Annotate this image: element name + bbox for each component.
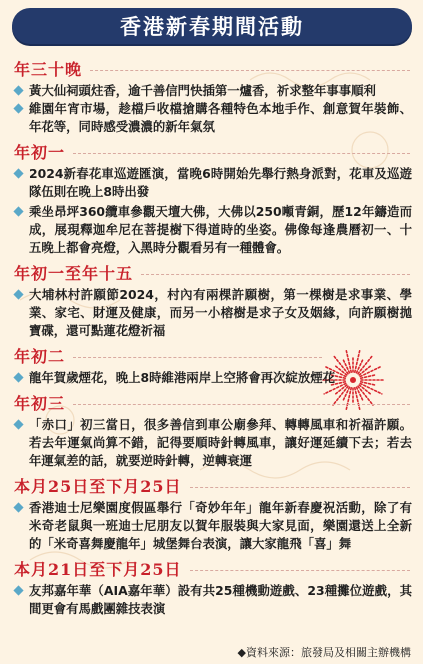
diamond-bullet-icon [13, 585, 23, 595]
section-carnival-period [14, 558, 412, 618]
section-day-one-to-fifteen [14, 262, 412, 340]
list-item: 大埔林村許願節2024，村內有兩棵許願樹，第一棵樹是求事業、學業、家宅、財運及健康，而另一小榕樹是求子女及姻緣，向許願樹拋寶碟，還可點蓮花燈祈福 [14, 286, 412, 340]
diamond-bullet-icon [13, 103, 23, 113]
diamond-bullet-icon [13, 206, 23, 216]
section-heading: 年初一至年十五 [14, 262, 412, 286]
section-disney-period [14, 475, 412, 553]
section-new-years-eve [14, 58, 412, 136]
diamond-bullet-icon [13, 502, 23, 512]
section-heading: 年三十晚 [14, 58, 412, 82]
diamond-bullet-icon [13, 372, 23, 382]
list-item: 「赤口」初三當日，很多善信到車公廟參拜、轉轉風車和祈福許願。若去年運氣尚算不錯，記得要順時針轉風車，讓好運延續下去；若去年運氣差的話，就要逆時針轉，逆轉衰運 [14, 416, 412, 470]
section-heading: 本月25日至下月25日 [14, 475, 412, 499]
source-note: ◆資料來源：旅發局及相關主辦機構 [237, 646, 411, 659]
section-day-two [14, 345, 412, 387]
diamond-bullet-icon [13, 419, 23, 429]
section-day-three [14, 392, 412, 470]
section-heading: 年初二 [14, 345, 412, 369]
list-item: 友邦嘉年華（AIA嘉年華）設有共25種機動遊戲、23種攤位遊戲，其間更會有馬戲團雜技表演 [14, 582, 412, 618]
section-heading: 年初一 [14, 141, 412, 165]
list-item: 2024新春花車巡遊匯演，當晚6時開始先舉行熱身派對，花車及巡遊隊伍則在晚上8時出發 [14, 165, 412, 201]
activity-list [14, 58, 412, 618]
list-item: 黃大仙祠頭炷香，逾千善信門快插第一爐香，祈求整年事事順利 [14, 82, 412, 100]
section-heading: 年初三 [14, 392, 412, 416]
diamond-bullet-icon [13, 85, 23, 95]
list-item: 香港迪士尼樂園度假區舉行「奇妙年年」龍年新春慶祝活動，除了有米奇老鼠與一班迪士尼朋友以賀年服裝與大家見面，樂園還送上全新的「米奇喜舞慶龍年」城堡舞台表演，讓大家龍飛「喜」舞 [14, 499, 412, 553]
section-heading: 本月21日至下月25日 [14, 558, 412, 582]
diamond-bullet-icon [13, 289, 23, 299]
list-item: 維園年宵市場，趁檔戶收檔搶購各種特色本地手作、創意賀年裝飾、年花等，同時感受濃濃的新年氣氛 [14, 100, 412, 136]
list-item: 龍年賀歲煙花，晚上8時維港兩岸上空將會再次綻放煙花 [14, 369, 412, 387]
diamond-bullet-icon [13, 168, 23, 178]
section-day-one [14, 141, 412, 257]
list-item: 乘坐昂坪360纜車參觀天壇大佛，大佛以250噸青銅，歷12年鑄造而成，展現釋迦牟尼在菩提樹下得道時的坐姿。佛像每逢農曆初一、十五晚上都會亮燈，入黑時分觀看另有一種體會。 [14, 203, 412, 257]
title-banner [12, 8, 412, 44]
page-title: 香港新春期間活動 [120, 15, 304, 39]
